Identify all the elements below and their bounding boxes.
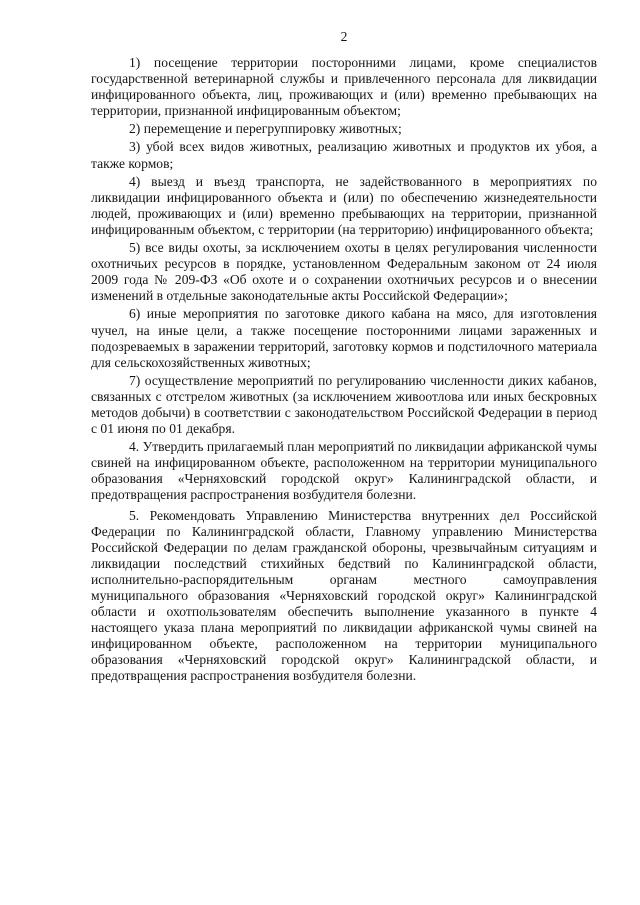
paragraph-item-1: 1) посещение территории посторонними лицами, кроме специалистов государственной ветеринарной службы и привлеченного персонала для ликвидации инфицированного объекта, лиц, проживающих и (или) временно пребывающих на территории, признанной инфицированным объектом; [91, 55, 597, 119]
paragraph-item-7: 7) осуществление мероприятий по регулированию численности диких кабанов, связанных с отстрелом животных (за исключением живоотлова или иных бескровных методов добычи) в соответствии с законодательством Российской Федерации в период с 01 июня по 01 декабря. [91, 372, 597, 437]
page-number: 2 [340, 29, 348, 44]
paragraph-item-5: 5) все виды охоты, за исключением охоты в целях регулирования численности охотничьих ресурсов в порядке, установленном Федеральным законом от 24 июля 2009 года № 209-ФЗ «Об охоте и о сохранении охотничьих ресурсов и о внесении изменений в отдельные законодательные акты Российской Федерации»; [91, 240, 597, 304]
paragraph-item-6: 6) иные мероприятия по заготовке дикого кабана на мясо, для изготовления чучел, на иные цели, а также посещение посторонними лицами зараженных и подозреваемых в заражении территорий, заготовку кормов и подстилочного материала для сельскохозяйственных животных; [91, 306, 597, 370]
paragraph-item-2: 2) перемещение и перегруппировку животных; [129, 121, 402, 137]
paragraph-item-4: 4) выезд и въезд транспорта, не задействованного в мероприятиях по ликвидации инфицированного объекта и (или) по обеспечению жизнедеятельности людей, проживающих и (или) временно пребывающих на территории, признанной инфицированным объектом, с территории (на территорию) инфицированного объекта; [91, 173, 597, 237]
paragraph-clause-4: 4. Утвердить прилагаемый план мероприятий по ликвидации африканской чумы свиней на инфицированном объекте, расположенном на территории муниципального образования «Черняховский городской округ» Калининградской области, и предотвращения распространения возбудителя болезни. [91, 439, 597, 503]
paragraph-item-3: 3) убой всех видов животных, реализацию животных и продуктов их убоя, а также кормов; [91, 139, 597, 171]
paragraph-clause-5: 5. Рекомендовать Управлению Министерства внутренних дел Российской Федерации по Калининградской области, Главному управлению Министерства Российской Федерации по делам гражданской обороны, чрезвычайным ситуациям и ликвидации последствий стихийных бедствий по Калининградской области, исполнительно-распорядительным органам местного самоуправления муниципального образования «Черняховский городской округ» Калининградской области и охотпользователям обеспечить выполнение указанного в пункте 4 настоящего указа плана мероприятий по ликвидации африканской чумы свиней на инфицированном объекте, расположенном на территории муниципального образования «Черняховский городской округ» Калининградской области, и предотвращения распространения возбудителя болезни. [91, 507, 597, 684]
